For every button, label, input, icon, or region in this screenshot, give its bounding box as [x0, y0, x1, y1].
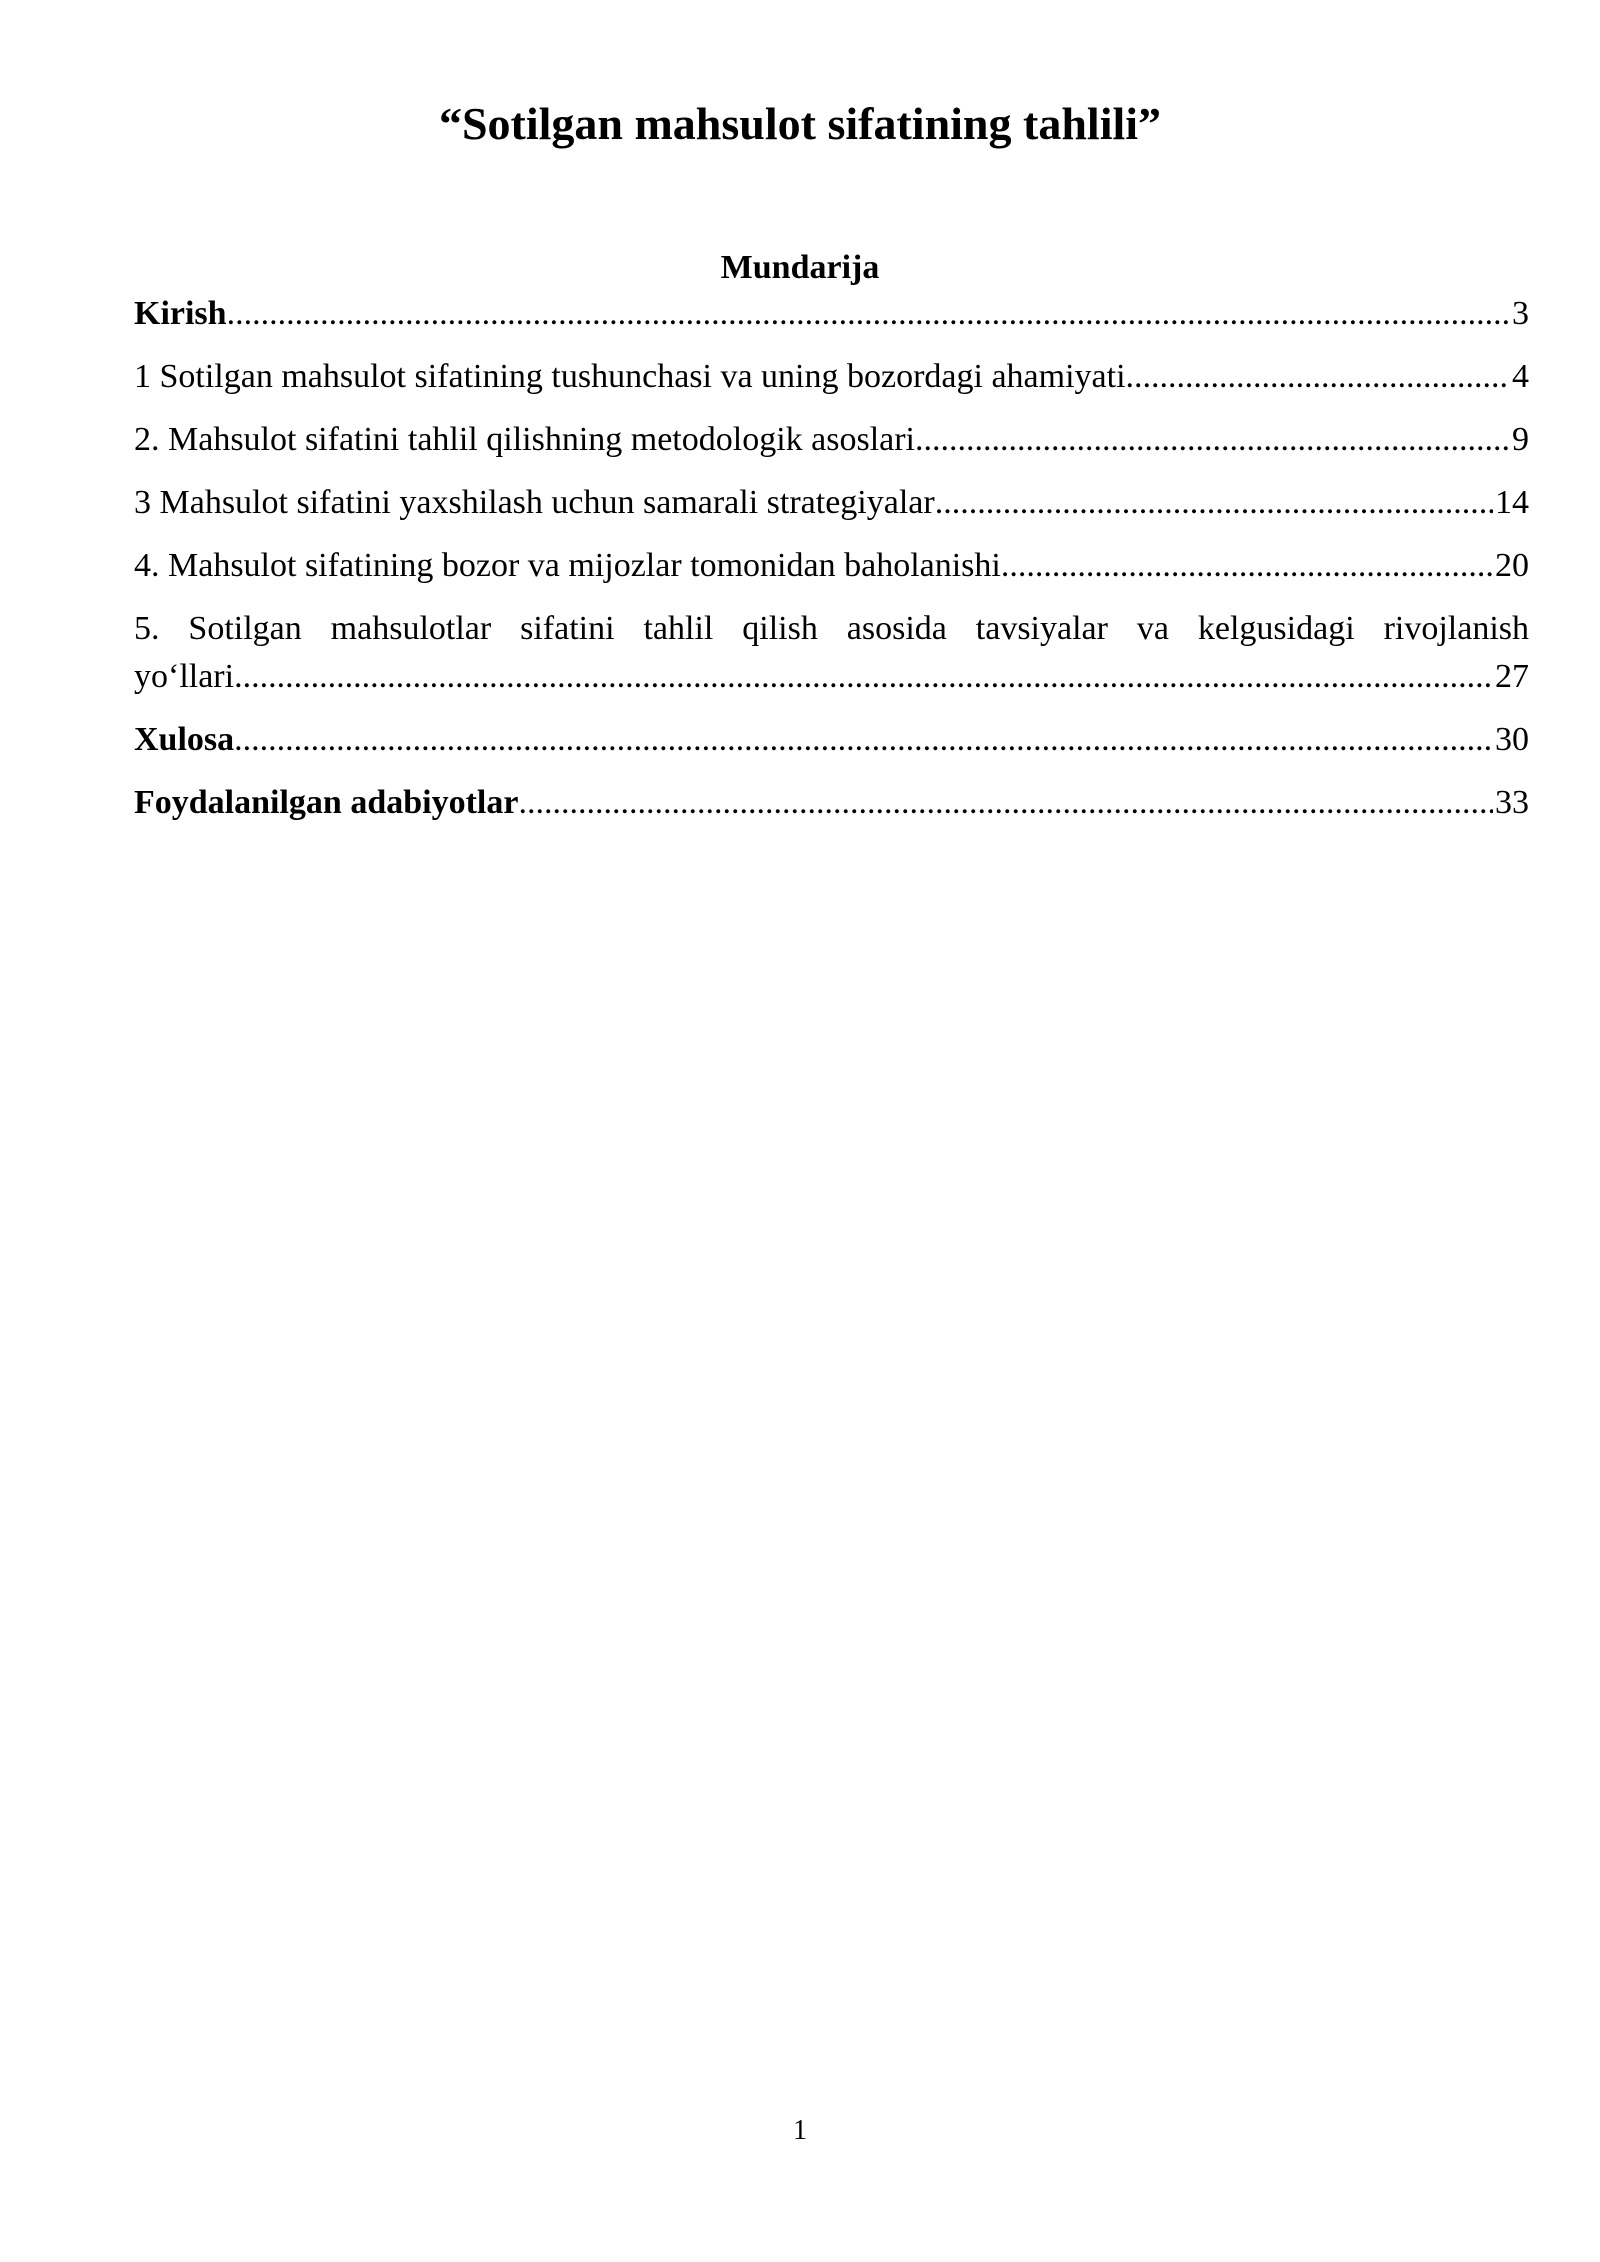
toc-entry-label: Foydalanilgan adabiyotlar	[134, 784, 519, 821]
toc-entry-chapter-1[interactable]	[134, 357, 1529, 397]
toc-entry-page: 30	[1495, 721, 1529, 758]
toc-entry-chapter-5[interactable]	[134, 609, 1529, 697]
toc-entry-page: 33	[1495, 784, 1529, 821]
toc-entry-xulosa[interactable]	[134, 720, 1529, 760]
toc-entry-page: 9	[1512, 421, 1529, 458]
page-number: 1	[793, 2115, 807, 2146]
toc-entry-page: 20	[1495, 547, 1529, 584]
toc-entry-chapter-3[interactable]	[134, 483, 1529, 523]
toc-entry-label-line-1: 5. Sotilgan mahsulotlar sifatini tahlil qilish asosida tavsiyalar va kelgusidagi rivojlanish	[134, 610, 1529, 647]
document-title: “Sotilgan mahsulot sifatining tahlili”	[438, 98, 1162, 149]
dot-leader	[227, 294, 1510, 334]
toc-entry-label-line-2: yo‘llari	[134, 658, 235, 695]
toc-entry-kirish[interactable]	[134, 294, 1529, 334]
table-of-contents	[134, 294, 1529, 846]
toc-entry-label: 2. Mahsulot sifatini tahlil qilishning metodologik asoslari	[134, 421, 916, 458]
toc-entry-chapter-4[interactable]	[134, 546, 1529, 586]
toc-entry-page: 4	[1512, 358, 1529, 395]
toc-entry-page: 14	[1495, 484, 1529, 521]
dot-leader	[935, 483, 1493, 523]
dot-leader	[1001, 546, 1493, 586]
toc-entry-label: 3 Mahsulot sifatini yaxshilash uchun samarali strategiyalar	[134, 484, 935, 521]
toc-entry-adabiyotlar[interactable]	[134, 783, 1529, 823]
dot-leader	[518, 783, 1493, 823]
toc-entry-page: 27	[1495, 658, 1529, 695]
dot-leader	[1126, 357, 1510, 397]
toc-entry-label: Xulosa	[134, 721, 235, 758]
toc-entry-label: Kirish	[134, 295, 227, 332]
dot-leader	[234, 720, 1493, 760]
toc-heading: Mundarija	[720, 249, 880, 286]
toc-entry-label: 1 Sotilgan mahsulot sifatining tushunchasi va uning bozordagi ahamiyati	[134, 358, 1126, 395]
dot-leader	[915, 420, 1510, 460]
toc-entry-page: 3	[1512, 295, 1529, 332]
dot-leader	[234, 657, 1493, 697]
toc-entry-label: 4. Mahsulot sifatining bozor va mijozlar tomonidan baholanishi	[134, 547, 1001, 584]
toc-entry-chapter-2[interactable]	[134, 420, 1529, 460]
